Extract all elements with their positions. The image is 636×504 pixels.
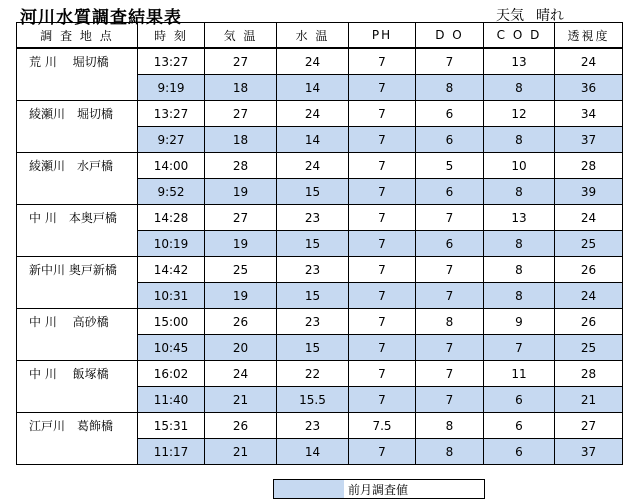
table-row bbox=[17, 309, 623, 335]
table-cell: 23 bbox=[277, 205, 349, 231]
table-cell-previous: 20 bbox=[205, 335, 277, 361]
table-cell-previous: 9:27 bbox=[138, 127, 205, 153]
column-header: 時 刻 bbox=[138, 23, 205, 49]
table-cell-previous: 7 bbox=[349, 231, 416, 257]
table-cell-previous: 18 bbox=[205, 75, 277, 101]
table-cell-previous: 10:45 bbox=[138, 335, 205, 361]
table-cell-previous: 9:19 bbox=[138, 75, 205, 101]
weather-value: 晴れ bbox=[536, 8, 564, 24]
table-cell-previous: 8 bbox=[416, 75, 484, 101]
table-cell-previous: 7 bbox=[349, 75, 416, 101]
table-cell: 8 bbox=[416, 309, 484, 335]
table-cell-previous: 11:17 bbox=[138, 439, 205, 465]
table-cell: 27 bbox=[205, 48, 277, 75]
table-cell: 34 bbox=[555, 101, 623, 127]
table-cell: 8 bbox=[416, 413, 484, 439]
table-cell-previous: 37 bbox=[555, 439, 623, 465]
table-cell: 27 bbox=[205, 205, 277, 231]
table-cell: 27 bbox=[205, 101, 277, 127]
table-cell-previous: 8 bbox=[416, 439, 484, 465]
column-header: 調 査 地 点 bbox=[17, 23, 138, 49]
table-cell: 7 bbox=[349, 361, 416, 387]
table-cell: 26 bbox=[205, 309, 277, 335]
table-cell: 28 bbox=[205, 153, 277, 179]
table-cell-previous: 8 bbox=[484, 283, 555, 309]
table-cell-previous: 7 bbox=[349, 387, 416, 413]
table-cell: 22 bbox=[277, 361, 349, 387]
table-cell-previous: 15.5 bbox=[277, 387, 349, 413]
table-cell: 26 bbox=[205, 413, 277, 439]
table-cell: 14:28 bbox=[138, 205, 205, 231]
table-cell-previous: 7 bbox=[349, 179, 416, 205]
table-cell: 16:02 bbox=[138, 361, 205, 387]
table-cell: 15:31 bbox=[138, 413, 205, 439]
table-cell: 24 bbox=[555, 205, 623, 231]
water-quality-table bbox=[16, 22, 623, 465]
table-cell: 7 bbox=[416, 205, 484, 231]
table-cell: 7 bbox=[349, 101, 416, 127]
table-cell-previous: 21 bbox=[205, 439, 277, 465]
table-cell-previous: 25 bbox=[555, 231, 623, 257]
table-cell: 8 bbox=[484, 257, 555, 283]
header-row bbox=[17, 23, 623, 49]
site-name: 中 川 本奥戸橋 bbox=[17, 205, 138, 257]
table-cell-previous: 6 bbox=[416, 127, 484, 153]
table-cell: 13:27 bbox=[138, 48, 205, 75]
table-cell-previous: 15 bbox=[277, 231, 349, 257]
table-body bbox=[17, 48, 623, 465]
weather-label: 天気 bbox=[496, 8, 524, 24]
table-cell: 7 bbox=[416, 257, 484, 283]
table-cell-previous: 7 bbox=[416, 387, 484, 413]
table-cell-previous: 8 bbox=[484, 127, 555, 153]
table-row bbox=[17, 153, 623, 179]
table-cell-previous: 21 bbox=[555, 387, 623, 413]
table-cell-previous: 7 bbox=[349, 283, 416, 309]
column-header: 水 温 bbox=[277, 23, 349, 49]
table-cell-previous: 14 bbox=[277, 439, 349, 465]
legend-swatch bbox=[274, 480, 344, 498]
site-name: 新中川 奥戸新橋 bbox=[17, 257, 138, 309]
table-cell: 23 bbox=[277, 309, 349, 335]
table-cell-previous: 14 bbox=[277, 127, 349, 153]
table-cell: 23 bbox=[277, 413, 349, 439]
table-cell: 27 bbox=[555, 413, 623, 439]
table-cell: 26 bbox=[555, 257, 623, 283]
table-cell-previous: 36 bbox=[555, 75, 623, 101]
table-cell-previous: 8 bbox=[484, 231, 555, 257]
table-cell: 5 bbox=[416, 153, 484, 179]
table-cell-previous: 10:31 bbox=[138, 283, 205, 309]
table-cell-previous: 9:52 bbox=[138, 179, 205, 205]
table-cell: 25 bbox=[205, 257, 277, 283]
site-name: 中 川 飯塚橋 bbox=[17, 361, 138, 413]
table-cell: 11 bbox=[484, 361, 555, 387]
table-cell-previous: 18 bbox=[205, 127, 277, 153]
table-cell-previous: 21 bbox=[205, 387, 277, 413]
table-cell: 7 bbox=[349, 153, 416, 179]
column-header: PH bbox=[349, 23, 416, 49]
table-cell-previous: 19 bbox=[205, 231, 277, 257]
table-cell-previous: 10:19 bbox=[138, 231, 205, 257]
table-cell: 28 bbox=[555, 361, 623, 387]
table-cell: 7.5 bbox=[349, 413, 416, 439]
table-cell-previous: 6 bbox=[484, 439, 555, 465]
site-name: 綾瀬川 堀切橋 bbox=[17, 101, 138, 153]
legend bbox=[273, 479, 485, 499]
table-cell-previous: 7 bbox=[349, 335, 416, 361]
table-cell-previous: 37 bbox=[555, 127, 623, 153]
table-row bbox=[17, 205, 623, 231]
site-name: 江戸川 葛飾橋 bbox=[17, 413, 138, 465]
site-name: 荒 川 堀切橋 bbox=[17, 48, 138, 101]
table-cell-previous: 6 bbox=[416, 179, 484, 205]
table-cell-previous: 8 bbox=[484, 179, 555, 205]
table-cell-previous: 11:40 bbox=[138, 387, 205, 413]
table-cell-previous: 6 bbox=[484, 387, 555, 413]
table-row bbox=[17, 48, 623, 75]
page-title: 河川水質調査結果表 bbox=[20, 8, 182, 28]
legend-label: 前月調査値 bbox=[348, 482, 409, 497]
table-cell: 23 bbox=[277, 257, 349, 283]
table-cell: 7 bbox=[349, 309, 416, 335]
table-cell-previous: 24 bbox=[555, 283, 623, 309]
table-cell-previous: 7 bbox=[349, 127, 416, 153]
table-cell: 10 bbox=[484, 153, 555, 179]
table-cell-previous: 14 bbox=[277, 75, 349, 101]
table-row bbox=[17, 101, 623, 127]
table-cell-previous: 15 bbox=[277, 283, 349, 309]
column-header: C O D bbox=[484, 23, 555, 49]
table-cell: 14:00 bbox=[138, 153, 205, 179]
table-cell: 9 bbox=[484, 309, 555, 335]
column-header: 気 温 bbox=[205, 23, 277, 49]
table-cell-previous: 39 bbox=[555, 179, 623, 205]
table-cell: 14:42 bbox=[138, 257, 205, 283]
table-cell: 15:00 bbox=[138, 309, 205, 335]
table-cell: 13:27 bbox=[138, 101, 205, 127]
table-cell: 13 bbox=[484, 48, 555, 75]
table-cell: 6 bbox=[484, 413, 555, 439]
column-header: 透視度 bbox=[555, 23, 623, 49]
table-cell: 26 bbox=[555, 309, 623, 335]
table-cell-previous: 19 bbox=[205, 179, 277, 205]
table-cell: 7 bbox=[349, 205, 416, 231]
table-cell: 28 bbox=[555, 153, 623, 179]
table-cell: 24 bbox=[205, 361, 277, 387]
table-cell: 6 bbox=[416, 101, 484, 127]
table-cell: 24 bbox=[277, 153, 349, 179]
table-cell: 7 bbox=[416, 48, 484, 75]
table-cell: 24 bbox=[277, 101, 349, 127]
table-cell-previous: 15 bbox=[277, 335, 349, 361]
table-cell-previous: 19 bbox=[205, 283, 277, 309]
table-cell-previous: 7 bbox=[416, 283, 484, 309]
table-cell: 7 bbox=[416, 361, 484, 387]
table-cell: 12 bbox=[484, 101, 555, 127]
column-header: D O bbox=[416, 23, 484, 49]
table-cell-previous: 6 bbox=[416, 231, 484, 257]
table-cell-previous: 8 bbox=[484, 75, 555, 101]
table-row bbox=[17, 413, 623, 439]
table-row bbox=[17, 361, 623, 387]
table-cell: 24 bbox=[277, 48, 349, 75]
table-cell: 13 bbox=[484, 205, 555, 231]
site-name: 綾瀬川 水戸橋 bbox=[17, 153, 138, 205]
table-row bbox=[17, 257, 623, 283]
site-name: 中 川 高砂橋 bbox=[17, 309, 138, 361]
table-cell-previous: 7 bbox=[484, 335, 555, 361]
table-cell: 7 bbox=[349, 48, 416, 75]
table-cell-previous: 7 bbox=[349, 439, 416, 465]
table-cell: 7 bbox=[349, 257, 416, 283]
table-cell-previous: 7 bbox=[416, 335, 484, 361]
table-cell-previous: 25 bbox=[555, 335, 623, 361]
table-cell-previous: 15 bbox=[277, 179, 349, 205]
table-cell: 24 bbox=[555, 48, 623, 75]
